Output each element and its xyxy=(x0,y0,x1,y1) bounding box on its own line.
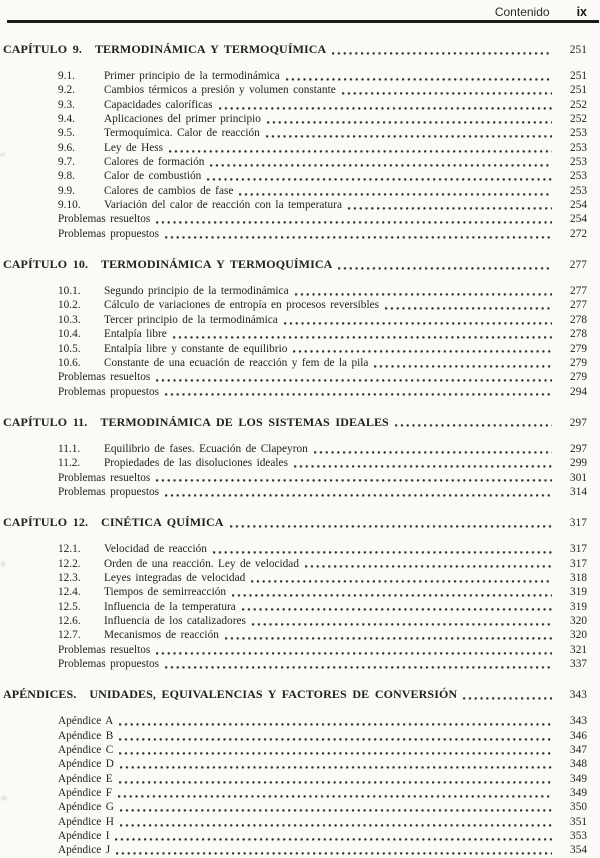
toc-entry-page-number: 297 xyxy=(570,442,587,455)
chapter-heading xyxy=(3,515,587,530)
toc-entry-page-number: 254 xyxy=(570,213,587,226)
toc-entry xyxy=(58,313,587,327)
toc-entry-number: 11.2. xyxy=(58,457,81,470)
toc-entry-page-number: 320 xyxy=(570,629,587,642)
toc-entry-page-number: 279 xyxy=(570,371,587,384)
toc-entry-title: Capacidades caloríficas xyxy=(104,98,213,111)
dot-leader xyxy=(342,92,552,95)
toc-entry-title: Propiedades de las disoluciones ideales xyxy=(104,457,288,470)
toc-entry-number: 9.5. xyxy=(58,127,75,140)
toc-entry xyxy=(58,628,587,642)
toc-entry xyxy=(58,829,587,843)
toc-entry xyxy=(58,614,587,628)
dot-leader xyxy=(119,738,552,741)
toc-entry-title: Problemas propuestos xyxy=(58,227,160,240)
chapter-items xyxy=(3,714,587,857)
toc-entry-page-number: 301 xyxy=(570,471,587,484)
toc-entry-page-number: 353 xyxy=(570,830,587,843)
toc-entry-number: 9.8. xyxy=(58,170,75,183)
toc-entry-page-number: 253 xyxy=(570,127,587,140)
dot-leader xyxy=(213,551,552,554)
toc-entry xyxy=(58,743,587,757)
toc-entry-number: 10.2. xyxy=(58,299,81,312)
toc-entry-number: 12.6. xyxy=(58,614,81,627)
toc-entry-page-number: 348 xyxy=(570,758,587,771)
dot-leader xyxy=(385,307,552,310)
toc-entry-number: 9.4. xyxy=(58,113,75,126)
toc-entry-title: Apéndice A xyxy=(58,715,114,728)
chapter-title: TERMODINÁMICA Y TERMOQUÍMICA xyxy=(94,42,327,56)
chapter-title: UNIDADES, EQUIVALENCIAS Y FACTORES DE CONVERSIÓN xyxy=(89,687,458,702)
dot-leader xyxy=(156,652,552,655)
toc-entry xyxy=(58,385,587,399)
toc-entry-number: 11.1. xyxy=(58,442,81,455)
dot-leader xyxy=(165,494,552,497)
toc-entry-page-number: 278 xyxy=(570,328,587,341)
toc-entry-number: 12.5. xyxy=(58,600,81,613)
dot-leader xyxy=(314,451,552,454)
chapter-heading xyxy=(3,257,587,272)
toc-entry-title: Apéndice H xyxy=(58,815,114,828)
chapter-block xyxy=(3,415,587,499)
toc-entry xyxy=(58,284,587,298)
chapter-items xyxy=(3,542,587,671)
toc-entry-title: Tercer principio de la termodinámica xyxy=(104,313,278,326)
dot-leader xyxy=(239,193,552,196)
toc-entry xyxy=(58,212,587,226)
dot-leader xyxy=(395,424,552,427)
toc-entry-title: Entalpía libre xyxy=(104,328,167,341)
chapter-block xyxy=(3,42,587,241)
toc-entry xyxy=(58,169,587,183)
toc-entry xyxy=(58,657,587,671)
chapter-title: CINÉTICA QUÍMICA xyxy=(101,515,224,530)
toc-entry-title: Primer principio de la termodinámica xyxy=(104,70,280,82)
toc-entry-number: 12.1. xyxy=(58,543,81,556)
toc-entry-page-number: 350 xyxy=(570,801,587,814)
dot-leader xyxy=(294,465,552,468)
toc-entry-number: 12.3. xyxy=(58,571,81,584)
dot-leader xyxy=(169,150,552,153)
chapter-heading xyxy=(3,42,587,57)
toc-entry-page-number: 343 xyxy=(570,715,587,728)
chapter-page-number: 251 xyxy=(569,44,587,56)
toc-entry-number: 9.3. xyxy=(58,98,75,111)
toc-entry-title: Calores de formación xyxy=(104,156,205,169)
dot-leader xyxy=(225,637,552,640)
toc-entry xyxy=(58,456,587,470)
toc-entry xyxy=(58,442,587,456)
toc-entry-title: Problemas resueltos xyxy=(58,213,151,226)
toc-entry-number: 9.6. xyxy=(58,141,75,154)
toc-entry-title: Apéndice D xyxy=(58,758,114,771)
toc-entry-page-number: 351 xyxy=(570,815,587,828)
toc-entry-page-number: 272 xyxy=(570,227,587,240)
toc-entry-number: 10.1. xyxy=(58,285,81,298)
toc-entry-page-number: 253 xyxy=(570,170,587,183)
toc-entry-page-number: 251 xyxy=(570,84,587,97)
toc-entry-number: 10.3. xyxy=(58,313,81,326)
toc-entry-number: 10.4. xyxy=(58,328,81,341)
toc-entry-number: 10.5. xyxy=(58,342,81,355)
toc-entry xyxy=(58,198,587,212)
dot-leader xyxy=(156,221,552,224)
chapter-label: CAPÍTULO 9. xyxy=(3,42,82,56)
dot-leader xyxy=(374,365,552,368)
chapter-label: CAPÍTULO 11. xyxy=(3,414,88,429)
toc-entry-title: Apéndice G xyxy=(58,801,114,814)
toc-entry-page-number: 317 xyxy=(570,557,587,570)
dot-leader xyxy=(242,608,552,611)
toc-entry-page-number: 299 xyxy=(570,457,587,470)
chapter-items xyxy=(3,69,587,241)
dot-leader xyxy=(165,666,552,669)
toc-entry-title: Problemas propuestos xyxy=(58,385,160,398)
dot-leader xyxy=(119,723,552,726)
toc-entry-page-number: 279 xyxy=(570,356,587,369)
dot-leader xyxy=(118,795,552,798)
toc-entry-title: Equilibrio de fases. Ecuación de Clapeyron xyxy=(104,442,308,455)
toc-entry-title: Aplicaciones del primer principio xyxy=(104,113,261,126)
toc-entry-page-number: 252 xyxy=(570,113,587,126)
toc-entry xyxy=(58,643,587,657)
dot-leader xyxy=(266,135,552,138)
toc-entry-title: Velocidad de reacción xyxy=(104,543,207,556)
toc-entry-title: Orden de una reacción. Ley de velocidad xyxy=(104,557,299,570)
toc-entry-title: Termoquímica. Calor de reacción xyxy=(104,127,260,140)
toc-entry-number: 10.6. xyxy=(58,356,81,369)
dot-leader xyxy=(115,838,552,841)
toc-entry xyxy=(58,126,587,140)
toc-entry xyxy=(58,772,587,786)
toc-entry xyxy=(58,485,587,499)
toc-entry-title: Cálculo de variaciones de entropía en procesos reversibles xyxy=(104,299,380,312)
toc-entry-page-number: 318 xyxy=(570,571,587,584)
chapter-items xyxy=(3,442,587,499)
dot-leader xyxy=(207,178,552,181)
toc-entry-title: Apéndice J xyxy=(58,844,111,857)
toc-entry xyxy=(58,112,587,126)
chapter-heading xyxy=(3,687,587,702)
dot-leader xyxy=(251,580,552,583)
running-header-title: Contenido xyxy=(494,5,550,19)
toc-entry-page-number: 347 xyxy=(570,744,587,757)
scan-smudge xyxy=(1,561,5,567)
chapter-items xyxy=(3,284,587,399)
toc-entry xyxy=(58,542,587,556)
toc-entry-title: Cambios térmicos a presión y volumen constante xyxy=(104,84,336,97)
toc-entry-page-number: 321 xyxy=(570,643,587,656)
toc-entry xyxy=(58,786,587,800)
chapter-title: TERMODINÁMICA Y TERMOQUÍMICA xyxy=(101,257,333,272)
toc-entry-title: Segundo principio de la termodinámica xyxy=(104,285,289,298)
scan-smudge xyxy=(1,796,7,800)
toc-entry xyxy=(58,83,587,97)
toc-entry xyxy=(58,571,587,585)
dot-leader xyxy=(120,809,552,812)
dot-leader xyxy=(119,752,552,755)
toc-entry-page-number: 349 xyxy=(570,772,587,785)
toc-entry-title: Apéndice I xyxy=(58,830,110,843)
toc-entry-number: 12.7. xyxy=(58,629,81,642)
toc-entry-page-number: 346 xyxy=(570,729,587,742)
toc-entry-title: Ley de Hess xyxy=(104,141,164,154)
toc-entry-title: Apéndice C xyxy=(58,744,114,757)
running-header xyxy=(0,0,600,18)
toc-entry-title: Apéndice F xyxy=(58,787,112,800)
toc-entry-page-number: 253 xyxy=(570,156,587,169)
dot-leader xyxy=(120,766,552,769)
toc-entry-title: Problemas resueltos xyxy=(58,371,151,384)
toc-entry-title: Apéndice E xyxy=(58,772,113,785)
toc-entry-number: 9.2. xyxy=(58,84,75,97)
toc-entry-page-number: 277 xyxy=(570,285,587,298)
toc-entry xyxy=(58,757,587,771)
toc-entry xyxy=(58,98,587,112)
dot-leader xyxy=(210,164,552,167)
dot-leader xyxy=(295,293,552,296)
toc-entry-title: Problemas resueltos xyxy=(58,471,151,484)
running-header-page-number: ix xyxy=(576,5,587,19)
toc-entry xyxy=(58,342,587,356)
toc-entry xyxy=(58,69,587,83)
dot-leader xyxy=(284,322,552,325)
chapter-page-number: 297 xyxy=(569,416,587,429)
dot-leader xyxy=(165,393,552,396)
dot-leader xyxy=(156,479,552,482)
toc-entry xyxy=(58,141,587,155)
toc-entry-title: Mecanismos de reacción xyxy=(104,629,219,642)
dot-leader xyxy=(252,623,552,626)
toc-entry-page-number: 354 xyxy=(570,844,587,857)
toc-entry-page-number: 251 xyxy=(570,70,587,82)
toc-entry xyxy=(58,843,587,857)
toc-entry-title: Problemas resueltos xyxy=(58,643,151,656)
toc-entry-page-number: 317 xyxy=(570,543,587,556)
toc-entry-page-number: 349 xyxy=(570,787,587,800)
dot-leader xyxy=(463,697,552,700)
toc-entry xyxy=(58,327,587,341)
toc-entry-page-number: 278 xyxy=(570,313,587,326)
dot-leader xyxy=(119,781,552,784)
dot-leader xyxy=(120,824,552,827)
toc-entry-page-number: 253 xyxy=(570,184,587,197)
toc-entry-title: Tiempos de semirreacción xyxy=(104,586,226,599)
toc-entry xyxy=(58,227,587,241)
chapter-page-number: 343 xyxy=(569,689,587,702)
toc-entry xyxy=(58,585,587,599)
dot-leader xyxy=(156,379,552,382)
toc-entry-page-number: 294 xyxy=(570,385,587,398)
toc-entry-page-number: 277 xyxy=(570,299,587,312)
toc-entry-title: Leyes integradas de velocidad xyxy=(104,571,246,584)
chapter-page-number: 277 xyxy=(569,259,587,272)
toc-entry-page-number: 319 xyxy=(570,586,587,599)
dot-leader xyxy=(267,121,552,124)
chapter-block xyxy=(3,515,587,671)
toc-entry-title: Apéndice B xyxy=(58,729,114,742)
toc-entry-number: 12.2. xyxy=(58,557,81,570)
toc-entry-page-number: 314 xyxy=(570,485,587,498)
dot-leader xyxy=(116,852,552,855)
toc-entry xyxy=(58,800,587,814)
chapter-label: CAPÍTULO 10. xyxy=(3,257,89,272)
dot-leader xyxy=(219,107,552,110)
toc-entry xyxy=(58,370,587,384)
toc-entry-title: Problemas propuestos xyxy=(58,658,160,670)
toc-entry xyxy=(58,815,587,829)
toc-entry-title: Variación del calor de reacción con la temperatura xyxy=(104,199,342,212)
toc-entry-page-number: 319 xyxy=(570,600,587,613)
toc-entry-page-number: 279 xyxy=(570,342,587,355)
toc-entry xyxy=(58,298,587,312)
toc-entry xyxy=(58,557,587,571)
toc-entry-page-number: 337 xyxy=(570,658,587,670)
toc-entry-title: Calor de combustión xyxy=(104,170,202,183)
chapter-label: CAPÍTULO 12. xyxy=(3,515,89,530)
dot-leader xyxy=(286,78,552,81)
chapter-label: APÉNDICES. xyxy=(3,687,77,702)
dot-leader xyxy=(293,350,552,353)
toc-entry xyxy=(58,714,587,728)
dot-leader xyxy=(232,594,552,597)
dot-leader xyxy=(165,236,552,239)
chapter-page-number: 317 xyxy=(569,517,587,530)
toc-entry xyxy=(58,600,587,614)
toc-entry-title: Influencia de los catalizadores xyxy=(104,614,246,627)
toc-entry xyxy=(58,356,587,370)
toc-entry xyxy=(58,471,587,485)
dot-leader xyxy=(332,52,552,55)
dot-leader xyxy=(338,267,552,270)
toc-entry-page-number: 252 xyxy=(570,98,587,111)
toc-entry-title: Calores de cambios de fase xyxy=(104,184,234,197)
chapter-title: TERMODINÁMICA DE LOS SISTEMAS IDEALES xyxy=(100,414,389,429)
toc-entry-page-number: 254 xyxy=(570,199,587,212)
dot-leader xyxy=(173,336,552,339)
toc-entry-page-number: 320 xyxy=(570,614,587,627)
chapter-block xyxy=(3,687,587,857)
dot-leader xyxy=(348,207,552,210)
toc-entry-number: 12.4. xyxy=(58,586,81,599)
toc-entry-number: 9.1. xyxy=(58,70,75,82)
scan-smudge xyxy=(0,153,5,156)
toc-entry-number: 9.10. xyxy=(58,199,81,212)
toc-entry-title: Influencia de la temperatura xyxy=(104,600,236,613)
toc-entry-title: Constante de una ecuación de reacción y fem de la pila xyxy=(104,356,369,369)
toc-entry-title: Problemas propuestos xyxy=(58,485,160,498)
dot-leader xyxy=(305,565,552,568)
dot-leader xyxy=(230,525,553,528)
toc-entry xyxy=(58,729,587,743)
toc-entry xyxy=(58,155,587,169)
toc-entry-number: 9.9. xyxy=(58,184,75,197)
toc-entry xyxy=(58,184,587,198)
toc-entry-title: Entalpía libre y constante de equilibrio xyxy=(104,342,288,355)
toc-entry-page-number: 253 xyxy=(570,141,587,154)
chapter-heading xyxy=(3,415,587,430)
table-of-contents xyxy=(0,23,600,858)
chapter-block xyxy=(3,257,587,399)
toc-entry-number: 9.7. xyxy=(58,156,75,169)
